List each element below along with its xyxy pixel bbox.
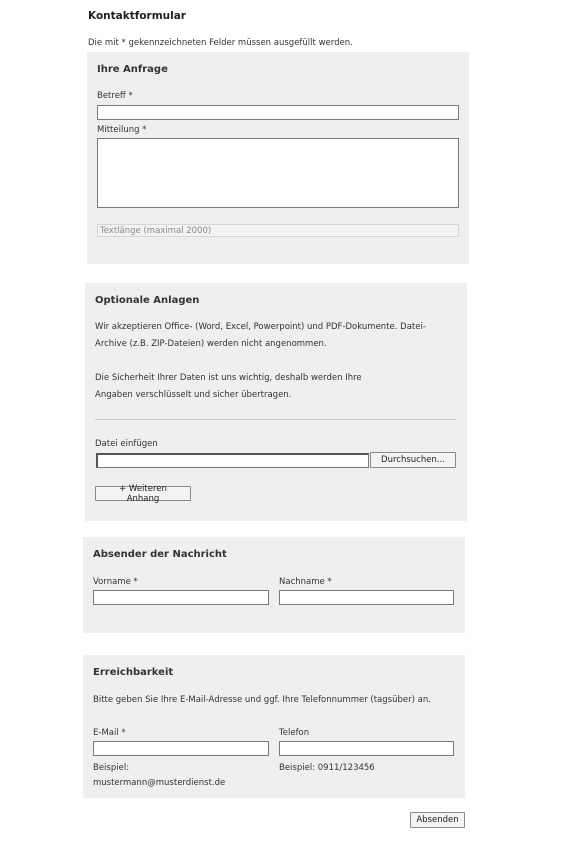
phone-example: Beispiel: 0911/123456 — [279, 763, 375, 773]
firstname-label: Vorname * — [93, 577, 138, 587]
section-erreichbarkeit-heading: Erreichbarkeit — [93, 667, 174, 678]
text-length-hint: Textlänge (maximal 2000) — [100, 226, 212, 236]
message-label: Mitteilung * — [97, 125, 147, 135]
phone-label: Telefon — [279, 728, 310, 738]
email-label: E-Mail * — [93, 728, 126, 738]
email-example: mustermann@musterdienst.de — [93, 778, 226, 788]
divider — [95, 419, 456, 420]
submit-button[interactable]: Absenden — [410, 812, 465, 828]
add-attachment-button[interactable]: + Weiteren Anhang — [95, 486, 191, 501]
email-example-label: Beispiel: — [93, 763, 130, 773]
subject-input[interactable] — [97, 105, 459, 120]
lastname-label: Nachname * — [279, 577, 332, 587]
required-note: Die mit * gekennzeichneten Felder müssen ausgefüllt werden. — [88, 38, 353, 48]
email-input[interactable] — [93, 741, 269, 756]
section-absender-heading: Absender der Nachricht — [93, 549, 227, 560]
form-title: Kontaktformular — [88, 10, 186, 22]
contact-info: Bitte geben Sie Ihre E-Mail-Adresse und ggf. Ihre Telefonnummer (tagsüber) an. — [93, 695, 431, 705]
section-anfrage-heading: Ihre Anfrage — [97, 64, 168, 75]
firstname-input[interactable] — [93, 590, 269, 605]
attachments-info: Wir akzeptieren Office- (Word, Excel, Powerpoint) und PDF-Dokumente. Datei-Archive (z.B. ZIP-Dateien) werden nicht angenommen. — [95, 322, 426, 349]
lastname-input[interactable] — [279, 590, 454, 605]
security-info: Die Sicherheit Ihrer Daten ist uns wichtig, deshalb werden Ihre Angaben verschlüsselt und sicher übertragen. — [95, 373, 362, 400]
message-textarea[interactable] — [97, 138, 459, 208]
file-path-input[interactable] — [96, 453, 369, 468]
browse-button[interactable]: Durchsuchen... — [370, 452, 456, 468]
section-anlagen-heading: Optionale Anlagen — [95, 295, 200, 306]
file-label: Datei einfügen — [95, 439, 158, 449]
phone-input[interactable] — [279, 741, 454, 756]
subject-label: Betreff * — [97, 91, 133, 101]
